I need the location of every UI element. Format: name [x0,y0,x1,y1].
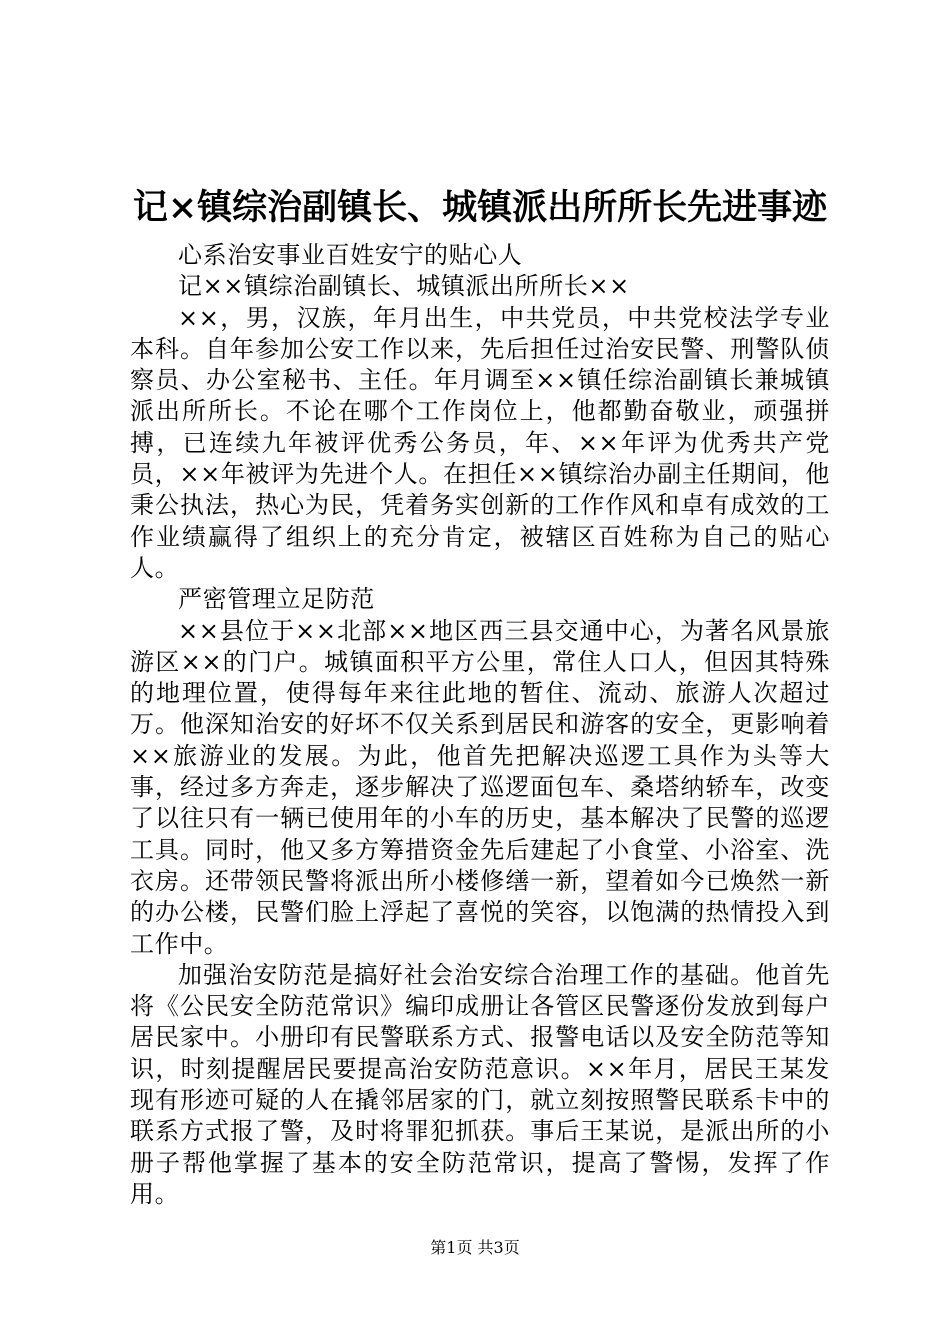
document-title: 记×镇综治副镇长、城镇派出所所长先进事迹 [132,187,828,228]
document-body [130,240,830,1210]
page-footer: 第1页 共3页 [430,1238,520,1257]
subheading: 记××镇综治副镇长、城镇派出所所长×× [178,272,630,301]
paragraph: ××，男，汉族，年月出生，中共党员，中共党校法学专业本科。自年参加公安工作以来，先后担任过治安民警、刑警队侦察员、办公室秘书、主任。年月调至××镇任综治副镇长兼城镇派出所所长。不论在哪个工作岗位上，他都勤奋敬业，顽强拼搏，已连续九年被评优秀公务员，年、××年评为优秀共产党员，××年被评为先进个人。在担任××镇综治办副主任期间，他秉公执法，热心为民，凭着务实创新的工作作风和卓有成效的工作业绩赢得了组织上的充分肯定，被辖区百姓称为自己的贴心人。 [130,303,830,582]
paragraph: ××县位于××北部××地区西三县交通中心，为著名风景旅游区××的门户。城镇面积平方公里，常住人口人，但因其特殊的地理位置，使得每年来往此地的暂住、流动、旅游人次超过万。他深知治安的好坏不仅关系到居民和游客的安全，更影响着××旅游业的发展。为此，他首先把解决巡逻工具作为头等大事，经过多方奔走，逐步解决了巡逻面包车、桑塔纳轿车，改变了以往只有一辆已使用年的小车的历史，基本解决了民警的巡逻工具。同时，他又多方筹措资金先后建起了小食堂、小浴室、洗衣房。还带领民警将派出所小楼修缮一新，望着如今已焕然一新的办公楼，民警们脸上浮起了喜悦的笑容，以饱满的热情投入到工作中。 [130,616,830,958]
paragraph: 加强治安防范是搞好社会治安综合治理工作的基础。他首先将《公民安全防范常识》编印成册让各管区民警逐份发放到每户居民家中。小册印有民警联系方式、报警电话以及安全防范等知识，时刻提醒居民要提高治安防范意识。××年月，居民王某发现有形迹可疑的人在撬邻居家的门，就立刻按照警民联系卡中的联系方式报了警，及时将罪犯抓获。事后王某说，是派出所的小册子帮他掌握了基本的安全防范常识，提高了警惕，发挥了作用。 [130,960,830,1208]
subtitle: 心系治安事业百姓安宁的贴心人 [178,241,523,269]
section-heading: 严密管理立足防范 [178,585,375,614]
